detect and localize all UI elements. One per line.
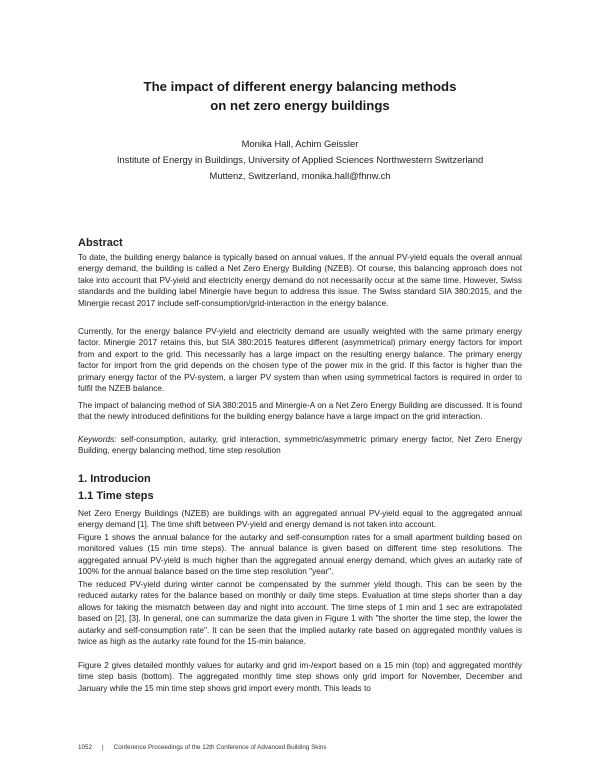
- abstract-heading: Abstract: [78, 237, 123, 249]
- author-names: Monika Hall, Achim Geissler: [241, 138, 359, 149]
- footer-text: Conference Proceedings of the 12th Conference of Advanced Building Skins: [113, 744, 327, 751]
- section-heading: 1. Introducion: [78, 473, 151, 485]
- title-line-2: on net zero energy buildings: [210, 98, 390, 113]
- body-paragraph: Figure 2 gives detailed monthly values for autarky and grid im-/export based on a 15 min (top) and aggregated monthly time step basis (bottom). The aggregated monthly time step shows only grid import for November, December and January while the 15 min time step shows grid import every month. This leads to: [78, 661, 522, 693]
- keywords-text: self-consumption, autarky, grid interaction, symmetric/asymmetric primary energy factor, Net Zero Energy Building, energy balancing method, time step resolution: [78, 435, 522, 456]
- author-block: [0, 136, 600, 184]
- keywords-label: Keywords:: [78, 435, 117, 444]
- abstract-paragraph: The impact of balancing method of SIA 380:2015 and Minergie-A on a Net Zero Energy Building are discussed. It is found that the newly introduced definitions for the building energy balance have a large impact on the grid interaction.: [78, 401, 522, 422]
- abstract-paragraph: Currently, for the energy balance PV-yield and electricity demand are usually weighted with the same primary energy factor. Minergie 2017 retains this, but SIA 380:2015 features different (asymmetrical) primary energy factors for import from and export to the grid. This necessarily has a large impact on the resulting energy balance. The primary energy factor for import from the grid depends on the chosen type of the power mix in the grid. If this factor is higher than the primary energy factor of the PV-system, a larger PV system than when using symmetrical factors is required in order to fulfil the NZEB balance.: [78, 327, 522, 394]
- abstract-paragraph: To date, the building energy balance is typically based on annual values. If the annual PV-yield equals the overall annual energy demand, the building is called a Net Zero Energy Building (NZEB). Of course, this balancing approach does not take into account that PV-yield and electricity energy demand do not necessarily occur at the same time. However, Swiss standards and the building label Minergie have begun to address this issue. The Swiss standard SIA 380:2015, and the Minergie recast 2017 include self-consumption/grid-interaction in the energy balance.: [78, 253, 522, 308]
- keywords: [78, 434, 522, 457]
- footer-separator: |: [102, 744, 104, 751]
- body-paragraph: Figure 1 shows the annual balance for the autarky and self-consumption rates for a small apartment building based on monitored values (15 min time steps). The annual balance is given based on different time step resolutions. The aggregated annual PV-yield is much higher than the aggregated annual energy demand, which gives an autarky rate of 100% for the annual balance based on the time step resolution "year".: [78, 533, 522, 577]
- body-paragraph: Net Zero Energy Buildings (NZEB) are buildings with an aggregated annual PV-yield equal to the aggregated annual energy demand [1]. The time shift between PV-yield and energy demand is not taken into account.: [78, 509, 522, 530]
- author-location: Muttenz, Switzerland, monika.hall@fhnw.ch: [209, 170, 391, 181]
- title-line-1: The impact of different energy balancing methods: [143, 79, 457, 94]
- body-paragraph: The reduced PV-yield during winter cannot be compensated by the summer yield though. This can be seen by the reduced autarky rates for the balance based on monthly or daily time steps. Evaluation at time steps shorter than a day allows for taking the mismatch between day and night into account. The time steps of 1 min and 1 sec are extrapolated based on [2], [3]. In general, one can summarize the data given in Figure 1 with "the shorter the time step, the lower the autarky and self-consumption rate". It can be seen that the implied autarky rate based on aggregated monthly values is twice as high as the autarky rate found for the 15-min balance.: [78, 580, 522, 647]
- author-institute: Institute of Energy in Buildings, University of Applied Sciences Northwestern Switzerland: [116, 154, 484, 165]
- paper-title: [0, 77, 600, 115]
- page-number: 1052: [78, 744, 93, 751]
- subsection-heading: 1.1 Time steps: [78, 490, 154, 502]
- page-footer: [78, 744, 327, 751]
